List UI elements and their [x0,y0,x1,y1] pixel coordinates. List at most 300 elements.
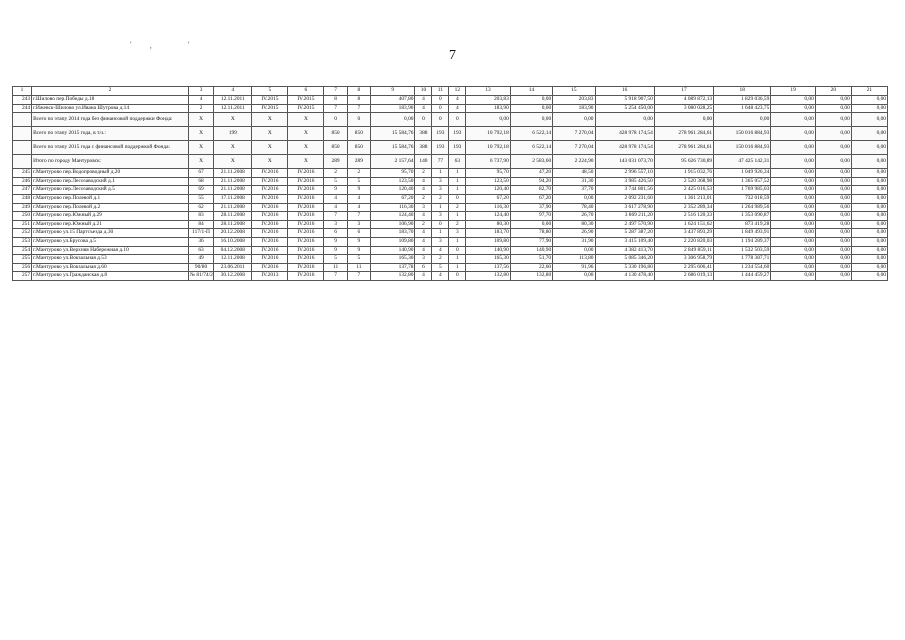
table-cell: 2 092 231,60 [595,194,654,203]
column-number-cell: 2 [32,87,189,96]
table-cell: IV.2016 [252,169,288,178]
table-cell: 5 [432,263,449,272]
table-cell: 2 [415,220,432,229]
table-cell: 94,20 [510,177,552,186]
table-cell: 2 [324,169,347,178]
table-cell: X [214,155,252,169]
table-cell: 3 [449,229,466,238]
table-cell: 120,40 [466,186,510,195]
table-cell: X [252,113,288,127]
table-cell: 68 [188,177,213,186]
table-cell: 0,00 [851,220,887,229]
table-cell: 3 437 893,29 [654,229,713,238]
table-cell: 22,60 [510,263,552,272]
table-cell: 9 [324,186,347,195]
table-cell: 0,00 [553,246,595,255]
table-cell: 2 [432,255,449,264]
table-cell: 2 [188,104,213,113]
table-cell: 6 [347,229,370,238]
column-number-cell: 18 [714,87,771,96]
table-cell: 4 [324,194,347,203]
table-cell: 0,00 [771,255,815,264]
column-number-cell: 13 [466,87,510,96]
table-cell: X [288,141,324,155]
table-cell: 80,30 [466,220,510,229]
table-cell: 30.12.2008 [214,272,252,281]
table-cell: IV.2016 [288,203,324,212]
table-cell: 0,00 [851,263,887,272]
table-cell: 0,00 [851,246,887,255]
table-cell: 0,00 [771,169,815,178]
table-cell: X [288,127,324,141]
table-cell: 63 [449,155,466,169]
column-number-cell: 10 [415,87,432,96]
table-cell: 7 [347,212,370,221]
table-cell: 5 [324,255,347,264]
table-cell: X [252,141,288,155]
table-cell: IV.2015 [288,96,324,105]
table-cell: X [188,155,213,169]
table-cell: IV.2016 [288,237,324,246]
table-cell: 193 [432,141,449,155]
table-cell: IV.2016 [252,246,288,255]
table-cell: 256 [13,263,32,272]
table-cell: 4 [347,194,370,203]
table-cell: IV.2016 [252,203,288,212]
table-cell: 0,00 [815,96,851,105]
table-cell: 4 089 872,13 [654,96,713,105]
table-cell: 0,00 [771,104,815,113]
table-cell: 113,80 [553,255,595,264]
table-cell: 150 016 884,93 [714,141,771,155]
table-cell: 3 [415,255,432,264]
table-cell: 7 [324,104,347,113]
table-cell: 850 [347,141,370,155]
table-cell: 388 [415,127,432,141]
table-cell: 17.11.2008 [214,194,252,203]
table-cell: 3 [347,220,370,229]
column-number-cell: 9 [371,87,415,96]
table-cell: 246 [13,177,32,186]
table-cell: 16.10.2008 [214,237,252,246]
table-cell: 183,90 [553,104,595,113]
table-cell: 253 [13,237,32,246]
column-number-cell: 12 [449,87,466,96]
table-cell: 0,00 [815,229,851,238]
table-cell: 254 [13,246,32,255]
table-cell: 244 [13,104,32,113]
table-cell: 95,70 [466,169,510,178]
table-cell: 4 [432,246,449,255]
table-cell: 2 157,64 [371,155,415,169]
table-row [13,104,888,113]
table-cell: 3 617 278,90 [595,203,654,212]
address-cell: г.Мантурово ул.Брусова д.5 [32,237,189,246]
table-cell: 0,00 [510,96,552,105]
table-row [13,255,888,264]
table-cell: 1 [449,212,466,221]
column-number-cell: 21 [851,87,887,96]
table-cell: 12.11.2011 [214,104,252,113]
table-cell: 257 [13,272,32,281]
table-cell: 15 584,76 [371,141,415,155]
address-cell: г.Мантурово ул.Гражданская д.8 [32,272,189,281]
table-cell: 36 [188,237,213,246]
table-cell: 1 849 493,91 [714,229,771,238]
table-row [13,237,888,246]
column-number-cell: 11 [432,87,449,96]
table-cell: 3 [432,212,449,221]
table-cell: 31,30 [553,177,595,186]
table-cell: 78,80 [510,229,552,238]
table-cell: 255 [13,255,32,264]
table-cell: 4 [432,272,449,281]
table-cell: 6 522,14 [510,127,552,141]
table-cell: 199 [214,127,252,141]
table-cell: 95 626 730,89 [654,155,713,169]
table-cell: 28.11.2008 [214,220,252,229]
table-cell: 193 [449,127,466,141]
address-cell: г.Мантурово пер.Полевой д.2 [32,203,189,212]
address-cell: г.Мантурово пер.Южный д.21 [32,220,189,229]
table-cell: 124,40 [371,212,415,221]
table-cell: 78,40 [553,203,595,212]
table-cell: 2 [432,194,449,203]
column-number-cell: 20 [815,87,851,96]
table-cell: 21.11.2008 [214,177,252,186]
table-cell: 4 [449,96,466,105]
table-cell: 140,90 [371,246,415,255]
table-cell: 0,00 [851,272,887,281]
table-cell [13,113,32,127]
table-cell: 0,00 [714,113,771,127]
table-cell: 0,00 [553,272,595,281]
table-cell: 0 [432,113,449,127]
table-row [13,96,888,105]
address-cell: Итого по городу Мантуровск: [32,155,189,169]
table-cell: 250 [13,212,32,221]
table-cell: 252 [13,229,32,238]
table-cell: 31,90 [553,237,595,246]
table-cell: IV.2016 [252,186,288,195]
column-number-cell: 4 [214,87,252,96]
column-number-cell: 6 [288,87,324,96]
table-cell: 1 [449,186,466,195]
table-cell: IV.2016 [252,229,288,238]
table-row [13,263,888,272]
table-cell: 109,80 [466,237,510,246]
table-cell: 132,80 [466,272,510,281]
table-cell: 37,70 [553,186,595,195]
table-cell: 2 [415,169,432,178]
table-cell: 0,00 [771,177,815,186]
address-cell: г.Мантурово пер.Южный д.29 [32,212,189,221]
table-cell: 3 [415,203,432,212]
table-cell: 55 [188,194,213,203]
table-cell: 165,30 [371,255,415,264]
table-cell: 1 [449,263,466,272]
table-cell: 0,00 [815,169,851,178]
total-row [13,141,888,155]
table-cell: X [188,113,213,127]
table-cell: 2 [347,169,370,178]
table-cell: 140 [415,155,432,169]
table-cell: IV.2016 [252,263,288,272]
table-cell: 0,00 [771,186,815,195]
table-cell: 183,70 [466,229,510,238]
table-cell: 289 [347,155,370,169]
table-cell [13,127,32,141]
table-cell: 0,00 [815,203,851,212]
column-number-cell: 15 [553,87,595,96]
table-cell: 3 985 426,50 [595,177,654,186]
table-cell: 183,70 [371,229,415,238]
table-cell: 137,56 [466,263,510,272]
table-cell: 8 [324,96,347,105]
table-cell: № 81/74/2 [189,272,213,279]
table-row [13,272,888,281]
table-cell: 3 415 109,40 [595,237,654,246]
address-cell: г.Мантурово ул.15 Партсъезда д.30 [32,229,189,238]
table-row [13,212,888,221]
table-cell: IV.2016 [252,212,288,221]
address-cell: Всего по этапу 2014 года без финансовой поддержки Фонда: [32,113,189,127]
table-cell: 0,00 [771,246,815,255]
table-cell: 850 [347,127,370,141]
address-cell: г.Шилово пер.Победы д.18 [32,96,189,105]
table-cell: 3 744 801,56 [595,186,654,195]
column-number-cell: 5 [252,87,288,96]
table-cell: X [214,113,252,127]
column-number-cell: 14 [510,87,552,96]
address-cell: г.Мантурово ул.Вокзальная д.60 [32,263,189,272]
table-cell: 23.06.2011 [214,263,252,272]
table-cell: 0,00 [851,177,887,186]
table-cell: 0 [415,113,432,127]
table-cell: 4 [415,212,432,221]
table-cell: 0,00 [815,212,851,221]
table-cell: 2 583,60 [510,155,552,169]
table-cell: 11 [347,263,370,272]
table-cell: 1 915 032,76 [654,169,713,178]
table-cell: 0,00 [510,113,552,127]
table-cell: 49 [188,255,213,264]
table-cell: 248 [13,194,32,203]
table-cell: 0,00 [851,186,887,195]
table-cell: 0,00 [771,263,815,272]
table-cell: 0,00 [851,203,887,212]
table-cell: 4 [415,104,432,113]
table-cell: 0,00 [466,113,510,127]
table-cell: 150 016 884,93 [714,127,771,141]
table-cell: 1 365 057,52 [714,177,771,186]
table-cell: 4 [415,246,432,255]
table-cell: 91,96 [553,263,595,272]
table-cell: 2 224,90 [553,155,595,169]
table-cell: X [214,141,252,155]
table-cell: 1 [432,203,449,212]
table-cell: 0,00 [815,263,851,272]
table-cell: 4 [415,237,432,246]
table-cell: 0 [432,220,449,229]
table-cell: 2 352 289,34 [654,203,713,212]
table-cell: 0,00 [815,186,851,195]
table-cell: 2 425 016,53 [654,186,713,195]
table-cell: 77,90 [510,237,552,246]
table-cell: 04.12.2008 [214,246,252,255]
table-cell: 0,00 [851,141,887,155]
table-cell: 3 [432,237,449,246]
table-cell: 0 [324,113,347,127]
table-cell: 37,90 [510,203,552,212]
table-cell: 2 849 859,11 [654,246,713,255]
table-cell: 1 532 503,59 [714,246,771,255]
address-cell: г.Мантурово пер.Лесозаводский д.1 [32,177,189,186]
table-cell: 7 [347,104,370,113]
address-cell: г.Мантурово пер.Водопроводный д.20 [32,169,189,178]
table-cell: X [188,141,213,155]
column-number-cell: 1 [13,87,32,96]
table-cell: 1 194 289,37 [714,237,771,246]
table-cell: 0,00 [851,155,887,169]
table-cell: 388 [415,141,432,155]
table-cell: 9 [347,237,370,246]
table-cell: 69 [188,186,213,195]
table-cell: IV.2016 [288,220,324,229]
table-cell: 67 [188,169,213,178]
table-cell: 7 [324,212,347,221]
table-cell: 67,20 [371,194,415,203]
table-cell: 0,00 [771,141,815,155]
table-cell: 4 382 413,70 [595,246,654,255]
table-cell: 0,00 [851,229,887,238]
table-cell: 278 961 284,61 [654,127,713,141]
table-cell: 1 353 090,87 [714,212,771,221]
table-cell: 90/80 [188,263,213,272]
table-cell: 850 [324,141,347,155]
table-cell: 0,00 [851,96,887,105]
table-cell: 20.12.2008 [214,229,252,238]
table-cell: 0 [449,246,466,255]
address-cell: г.Ижевск-Шилово ул.Ивана Шутрова д.14 [32,104,189,113]
table-cell: 97,70 [510,212,552,221]
table-cell: IV.2016 [252,237,288,246]
table-cell [13,141,32,155]
table-cell: 143 031 073,70 [595,155,654,169]
table-cell [13,155,32,169]
table-cell: X [288,113,324,127]
table-cell: 1 648 423,75 [714,104,771,113]
table-cell: 1 829 036,59 [714,96,771,105]
total-row [13,155,888,169]
table-cell: 6 [415,263,432,272]
table-cell: 9 [347,186,370,195]
table-cell: 47,20 [510,169,552,178]
table-cell: 124,40 [466,212,510,221]
table-cell: 6 [324,229,347,238]
table-cell: 1 361 213,01 [654,194,713,203]
table-cell: 0,00 [851,194,887,203]
table-cell: 8 [347,96,370,105]
table-cell: IV.2016 [252,194,288,203]
table-cell: IV.2016 [252,255,288,264]
table-row [13,194,888,203]
table-cell: 0,00 [771,203,815,212]
table-cell: 5 [347,177,370,186]
table-cell: 0,00 [851,255,887,264]
table-cell: 48,50 [553,169,595,178]
table-cell: 0,00 [771,237,815,246]
table-cell: 7 [324,272,347,281]
table-cell: 6 522,14 [510,141,552,155]
table-cell: 1 [449,237,466,246]
table-cell: 47 425 142,31 [714,155,771,169]
table-cell: 3 [324,220,347,229]
table-cell: 0,00 [771,212,815,221]
table-cell: 193 [449,141,466,155]
table-cell: 183,90 [371,104,415,113]
table-cell: 3 869 211,20 [595,212,654,221]
table-cell: 0 [347,113,370,127]
table-cell: 116,30 [371,203,415,212]
table-row [13,220,888,229]
table-cell: 9 [324,246,347,255]
table-cell: IV.2016 [288,177,324,186]
table-cell: 9 [324,237,347,246]
table-cell: IV.2016 [288,169,324,178]
table-cell: IV.2016 [288,246,324,255]
table-cell: 1 [449,177,466,186]
table-cell: 10 792,18 [466,127,510,141]
table-cell: 243 [13,96,32,105]
address-cell: г.Мантурово пер.Полевой д.1 [32,194,189,203]
table-cell: 0,00 [851,237,887,246]
table-cell: 0,00 [851,212,887,221]
table-cell: 116,30 [466,203,510,212]
table-cell: 0,00 [815,177,851,186]
table-cell: 193 [432,127,449,141]
table-cell: 95,70 [371,169,415,178]
table-cell: 5 330 196,80 [595,263,654,272]
table-cell: 7 270,04 [553,127,595,141]
table-cell: 21.11.2008 [214,186,252,195]
table-cell: 407,80 [371,96,415,105]
address-cell: г.Мантурово пер.Лесозаводский д.5 [32,186,189,195]
table-cell: 1 624 151,62 [654,220,713,229]
table-cell: 183,90 [466,104,510,113]
table-cell: 4 [188,96,213,105]
table-row [13,203,888,212]
table-cell: 0,00 [851,127,887,141]
table-cell: 2 [449,203,466,212]
table-cell: 28.11.2008 [214,212,252,221]
table-cell: 1 [432,229,449,238]
address-cell: г.Мантурово ул.Верхняя Набережная д.10 [32,246,189,255]
table-cell: 5 918 907,50 [595,96,654,105]
table-cell: IV.2016 [288,263,324,272]
table-cell: 9 [347,246,370,255]
table-cell: IV.2015 [288,104,324,113]
table-body [13,87,888,281]
table-cell: 0 [449,113,466,127]
table-cell: 0,00 [595,113,654,127]
table-cell: 0,00 [851,113,887,127]
table-cell: 0,00 [815,255,851,264]
table-cell: 0 [449,194,466,203]
table-row [13,169,888,178]
table-row [13,186,888,195]
table-cell: 4 [347,203,370,212]
